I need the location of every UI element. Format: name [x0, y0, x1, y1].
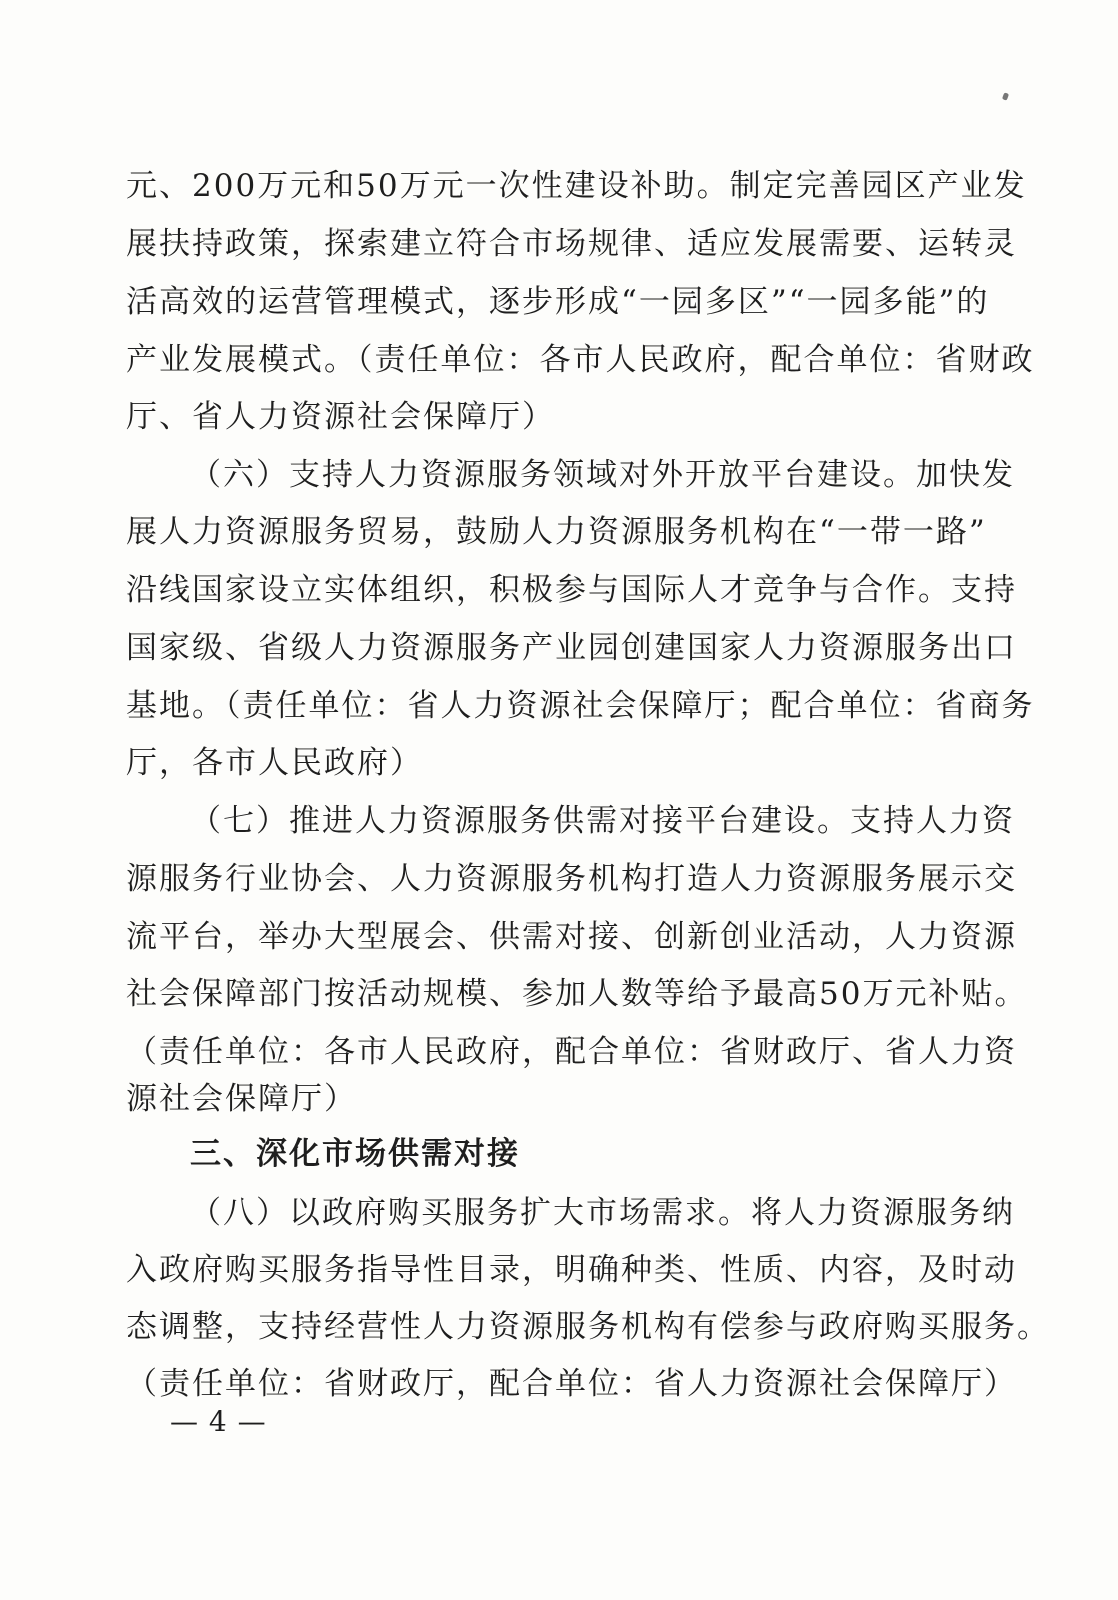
paragraph-line: 元、200万元和50万元一次性建设补助。制定完善园区产业发	[126, 168, 1027, 204]
paragraph-line: （七）推进人力资源服务供需对接平台建设。支持人力资	[190, 803, 1015, 839]
paragraph-line: 厅、省人力资源社会保障厅）	[126, 399, 555, 435]
paragraph-line: 流平台，举办大型展会、供需对接、创新创业活动，人力资源	[126, 919, 1017, 955]
page-number: — 4 —	[170, 1405, 267, 1438]
paragraph-line: 展人力资源服务贸易，鼓励人力资源服务机构在“一带一路”	[126, 514, 987, 550]
paragraph-line: （责任单位：省财政厅，配合单位：省人力资源社会保障厅）	[126, 1366, 1017, 1402]
section-heading: 三、深化市场供需对接	[190, 1136, 520, 1172]
paragraph-line: 活高效的运营管理模式，逐步形成“一园多区”“一园多能”的	[126, 284, 990, 320]
paragraph-line: 沿线国家设立实体组织，积极参与国际人才竞争与合作。支持	[126, 572, 1017, 608]
paragraph-line: 基地。（责任单位：省人力资源社会保障厅；配合单位：省商务	[126, 688, 1035, 724]
paragraph-line: 社会保障部门按活动规模、参加人数等给予最高50万元补贴。	[126, 976, 1028, 1012]
paragraph-line: （八）以政府购买服务扩大市场需求。将人力资源服务纳	[190, 1195, 1015, 1231]
paragraph-line: 入政府购买服务指导性目录，明确种类、性质、内容，及时动	[126, 1252, 1017, 1288]
paragraph-line: （责任单位：各市人民政府，配合单位：省财政厅、省人力资	[126, 1034, 1017, 1070]
paragraph-line: （六）支持人力资源服务领域对外开放平台建设。加快发	[190, 457, 1015, 493]
paragraph-line: 源社会保障厅）	[126, 1081, 357, 1117]
paragraph-line: 态调整，支持经营性人力资源服务机构有偿参与政府购买服务。	[126, 1309, 1050, 1345]
scan-speck	[1002, 92, 1009, 100]
paragraph-line: 产业发展模式。（责任单位：各市人民政府，配合单位：省财政	[126, 342, 1035, 378]
paragraph-line: 源服务行业协会、人力资源服务机构打造人力资源服务展示交	[126, 861, 1017, 897]
paragraph-line: 国家级、省级人力资源服务产业园创建国家人力资源服务出口	[126, 630, 1017, 666]
paragraph-line: 厅，各市人民政府）	[126, 745, 423, 781]
paragraph-line: 展扶持政策，探索建立符合市场规律、适应发展需要、运转灵	[126, 226, 1017, 262]
